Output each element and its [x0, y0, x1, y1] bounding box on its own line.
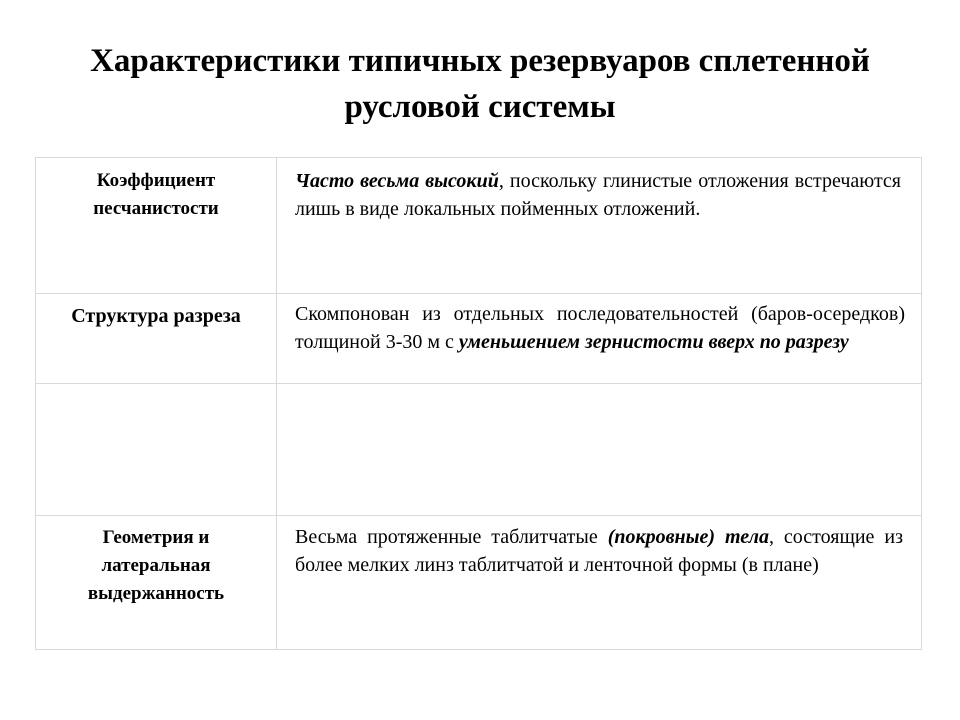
slide-title	[20, 38, 940, 130]
table-border-bottom	[35, 649, 922, 650]
row-desc-sand-ratio-text: , поскольку глинистые отложения встречаются лишь в виде локальных пойменных отложений.	[295, 170, 902, 220]
table-row-divider-3	[35, 515, 922, 516]
row-desc-geometry-emphasis: (покровные) тела	[607, 526, 769, 548]
table-border-left	[35, 157, 36, 650]
table-column-divider	[276, 157, 277, 650]
row-desc-geometry	[295, 523, 903, 579]
row-label-geometry-line3: выдержанность	[87, 583, 225, 604]
slide-title-line2: русловой системы	[344, 89, 616, 125]
row-desc-geometry-text-2: , состоящие из более мелких линз таблитчатой и ленточной формы (в плане)	[295, 526, 903, 576]
row-label-geometry-line2: латеральная	[101, 555, 211, 576]
row-label-section-structure-text: Структура разреза	[71, 305, 241, 327]
row-desc-section-structure-text: Скомпонован из отдельных последовательностей (баров-осередков) толщиной 3-30 м с	[295, 303, 905, 353]
row-desc-section-structure-emphasis: уменьшением зернистости вверх по разрезу	[458, 331, 849, 353]
row-label-geometry	[41, 524, 271, 608]
row-label-geometry-line1: Геометрия и	[102, 527, 210, 548]
row-desc-section-structure	[295, 300, 905, 356]
table-border-right	[921, 157, 922, 650]
row-desc-sand-ratio	[295, 167, 901, 223]
row-desc-sand-ratio-emphasis: Часто весьма высокий	[295, 170, 499, 192]
row-label-sand-ratio-line2: песчанистости	[93, 198, 219, 219]
characteristics-table	[35, 157, 923, 650]
table-row-divider-2	[35, 383, 922, 384]
slide-title-line1: Характеристики типичных резервуаров сплетенной	[90, 43, 870, 79]
row-label-sand-ratio	[41, 167, 271, 223]
table-row-divider-1	[35, 293, 922, 294]
row-label-section-structure	[41, 302, 271, 330]
row-desc-geometry-text-1: Весьма протяженные таблитчатые	[295, 526, 608, 548]
row-label-sand-ratio-line1: Коэффициент	[96, 170, 216, 191]
table-border-top	[35, 157, 922, 158]
